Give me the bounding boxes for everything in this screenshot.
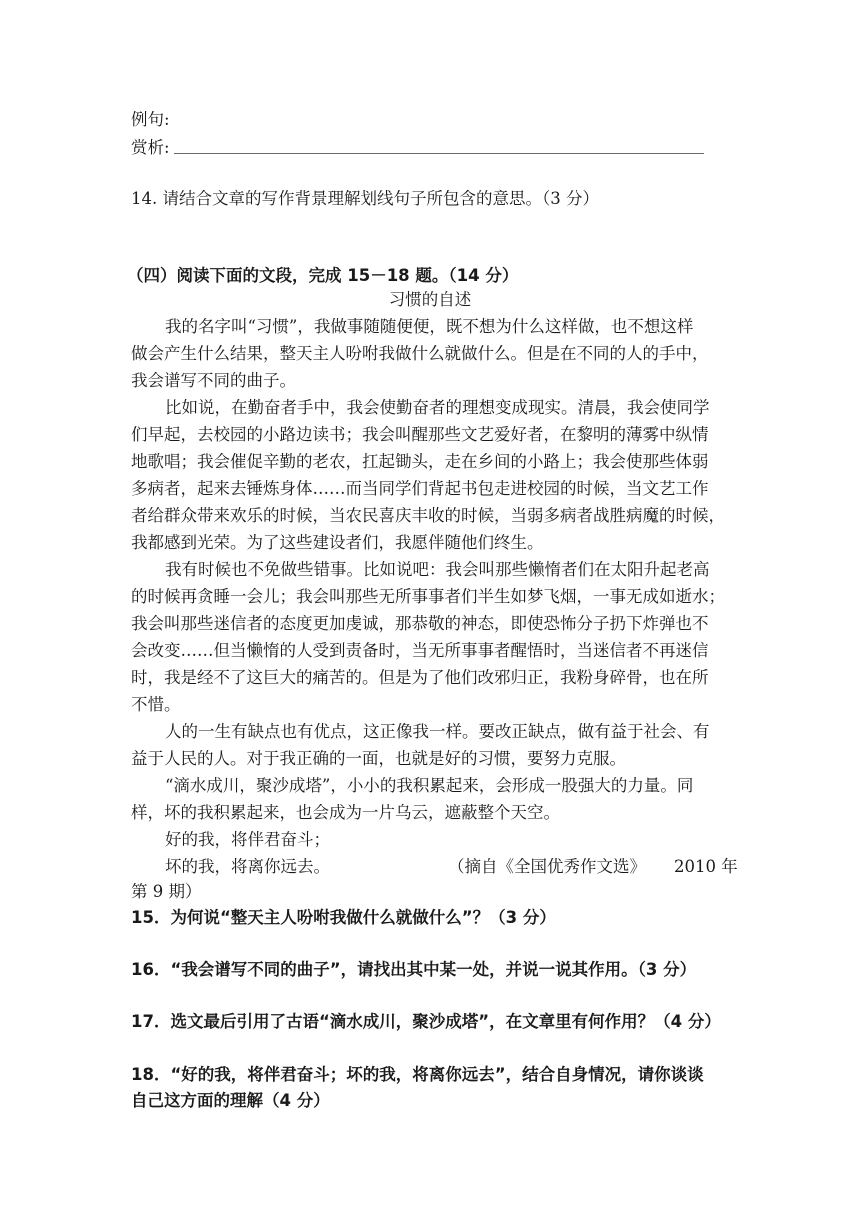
paragraph-line: 会改变……但当懒惰的人受到责备时，当无所事事者醒悟时，当迷信者不再迷信 <box>131 641 709 660</box>
question-18-line2: 自己这方面的理解（4 分） <box>131 1091 330 1110</box>
paragraph-line: 做会产生什么结果，整天主人吩咐我做什么就做什么。但是在不同的人的手中， <box>131 344 709 363</box>
paragraph-line: 坏的我，将离你远去。 <box>165 857 330 876</box>
essay-title: 习惯的自述 <box>388 290 472 309</box>
paragraph-line: 人的一生有缺点也有优点，这正像我一样。要改正缺点，做有益于社会、有 <box>165 722 710 741</box>
answer-blank-line <box>174 153 704 154</box>
analysis-label: 赏析: <box>131 138 170 157</box>
paragraph-line: 比如说，在勤奋者手中，我会使勤奋者的理想变成现实。清晨，我会使同学 <box>165 398 710 417</box>
paragraph-line: 我会叫那些迷信者的态度更加虔诚，那恭敬的神态，即使恐怖分子扔下炸弹也不 <box>131 614 709 633</box>
paragraph-line: 多病者，起来去锤炼身体……而当同学们背起书包走进校园的时候，当文艺工作 <box>131 479 709 498</box>
example-label: 例句: <box>131 110 170 129</box>
source-note: （摘自《全国优秀作文选》 <box>448 857 646 876</box>
question-16: 16．“我会谱写不同的曲子”，请找出其中某一处，并说一说其作用。（3 分） <box>131 960 697 979</box>
source-year: 2010 年 <box>674 857 738 876</box>
paragraph-line: 我都感到光荣。为了这些建设者们，我愿伴随他们终生。 <box>131 533 544 552</box>
question-18-line1: 18．“好的我，将伴君奋斗；坏的我，将离你远去”，结合自身情况，请你谈谈 <box>131 1065 704 1084</box>
source-issue: 第 9 期） <box>131 882 202 901</box>
question-15: 15．为何说“整天主人吩咐我做什么就做什么”？（3 分） <box>131 908 556 927</box>
paragraph-line: 时，我是经不了这巨大的痛苦的。但是为了他们改邪归正，我粉身碎骨，也在所 <box>131 668 709 687</box>
paragraph-line: 我会谱写不同的曲子。 <box>131 371 296 390</box>
paragraph-line: “滴水成川，聚沙成塔”，小小的我积累起来，会形成一股强大的力量。同 <box>165 776 694 795</box>
paragraph-line: 不惜。 <box>131 695 181 714</box>
paragraph-line: 们早起，去校园的小路边读书；我会叫醒那些文艺爱好者，在黎明的薄雾中纵情 <box>131 425 709 444</box>
question-17: 17．选文最后引用了古语“滴水成川，聚沙成塔”，在文章里有何作用？（4 分） <box>131 1012 721 1031</box>
paragraph-line: 地歌唱；我会催促辛勤的老农，扛起锄头，走在乡间的小路上；我会使那些体弱 <box>131 452 709 471</box>
paragraph-line: 的时候再贪睡一会儿；我会叫那些无所事事者们半生如梦飞烟，一事无成如逝水； <box>131 587 725 606</box>
paragraph-line: 益于人民的人。对于我正确的一面，也就是好的习惯，要努力克服。 <box>131 749 626 768</box>
paragraph-line: 我的名字叫“习惯”，我做事随随便便，既不想为什么这样做，也不想这样 <box>165 317 694 336</box>
section-heading: （四）阅读下面的文段，完成 15－18 题。（14 分） <box>127 266 519 285</box>
paragraph-line: 我有时候也不免做些错事。比如说吧：我会叫那些懒惰者们在太阳升起老高 <box>165 560 710 579</box>
paragraph-line: 好的我，将伴君奋斗； <box>165 830 330 849</box>
paragraph-line: 者给群众带来欢乐的时候，当农民喜庆丰收的时候，当弱多病者战胜病魔的时候， <box>131 506 725 525</box>
paragraph-line: 样，坏的我积累起来，也会成为一片乌云，遮蔽整个天空。 <box>131 803 560 822</box>
question-14: 14. 请结合文章的写作背景理解划线句子所包含的意思。（3 分） <box>131 189 599 208</box>
